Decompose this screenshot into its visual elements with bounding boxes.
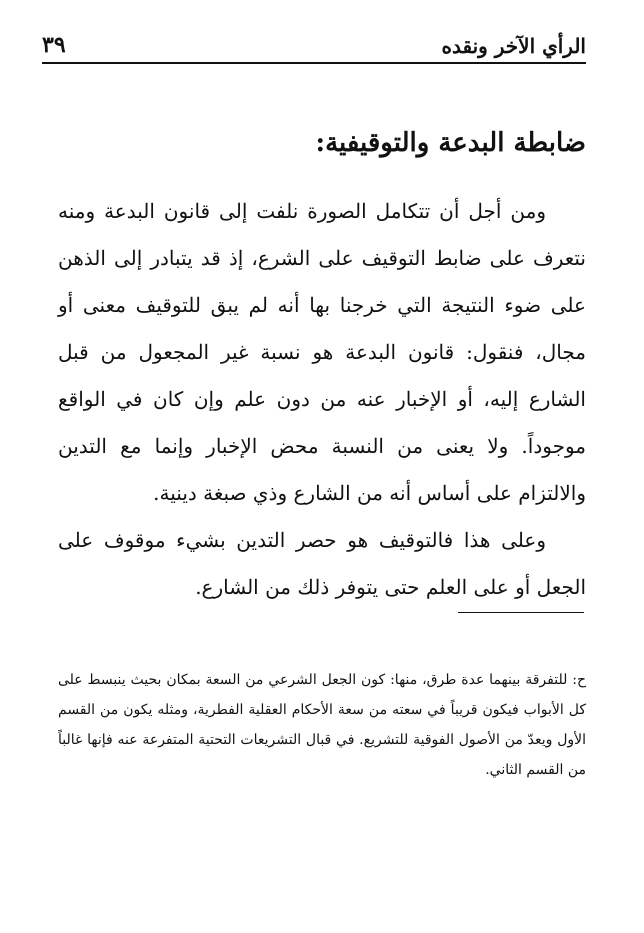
page-number: ٣٩ — [42, 32, 66, 58]
page-header — [42, 30, 586, 64]
footnote: ح: للتفرقة بينهما عدة طرق، منها: كون الجعل الشرعي من السعة بمكان بحيث ينبسط على كل الأبواب فيكون قريباً في سعته من سعة الأحكام العقلية الفطرية، ومثله يكون من القسم الأول ويعدّ من الأصول الفوقية للتشريع. في قبال التشريعات التحتية المتفرعة عنه فإنها غالباً من القسم الثاني. — [58, 672, 586, 778]
footnote-divider — [458, 612, 584, 613]
running-title: الرأي الآخر ونقده — [441, 34, 586, 58]
paragraph: ومن أجل أن تتكامل الصورة نلفت إلى قانون البدعة ومنه نتعرف على ضابط التوقيف على الشرع، إذ قد يتبادر إلى الذهن على ضوء النتيجة التي خرجنا بها أنه لم يبق للتوقيف معنى أو مجال، فنقول: قانون البدعة هو نسبة غير المجعول من قبل الشارع إليه، أو الإخبار عنه من دون علم وإن كان في الواقع موجوداً. ولا يعنى من النسبة محض الإخبار وإنما مع التدين والالتزام على أساس أنه من الشارع وذي صبغة دينية. — [58, 199, 586, 505]
section-heading: ضابطة البدعة والتوقيفية: — [315, 128, 586, 158]
body-text — [58, 188, 586, 611]
paragraph: وعلى هذا فالتوقيف هو حصر التدين بشيء موقوف على الجعل أو على العلم حتى يتوفر ذلك من الشارع. — [58, 528, 586, 599]
